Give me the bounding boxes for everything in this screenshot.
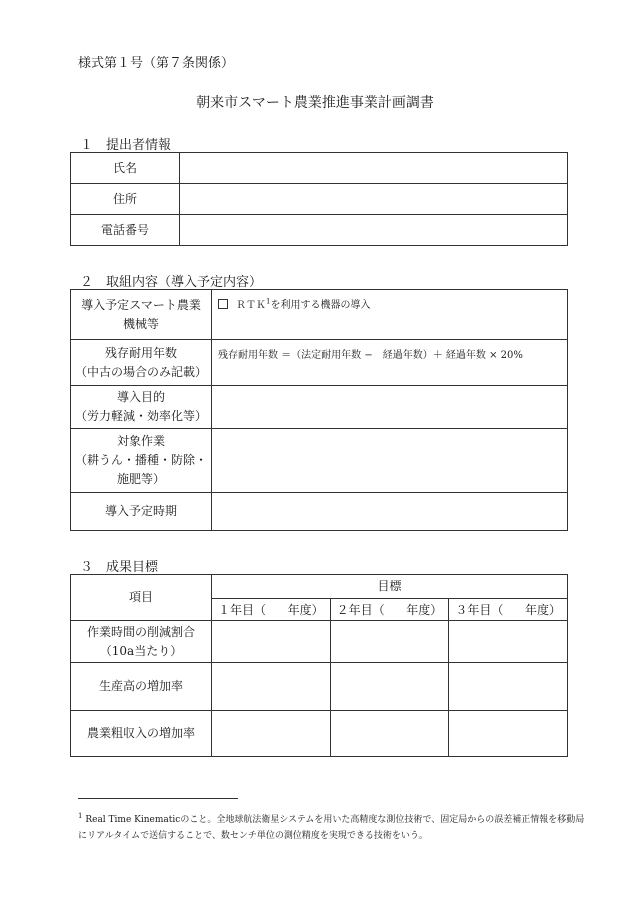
goal-cell[interactable] [449,621,568,663]
row1-line2: （10a当たり） [99,643,183,658]
remaining-label-line2: （中古の場合のみ記載） [74,364,207,379]
row1-line1: 作業時間の削減割合 [86,624,195,639]
address-label: 住所 [71,184,180,215]
name-label: 氏名 [71,153,180,184]
table-row [71,663,568,711]
goals-table [70,574,568,757]
section3-heading: ３ 成果目標 [80,560,159,575]
goal-cell[interactable] [212,711,331,757]
form-number: 様式第１号（第７条関係） [78,56,235,71]
table-row [71,429,568,493]
machine-label-line2: 機械等 [122,316,159,331]
applicant-info-table [70,152,568,246]
machine-value-text: ＲＴＫ [236,300,266,311]
table-row [71,153,568,184]
footnote-divider [78,798,238,799]
machine-label-line1: 導入予定スマート農業 [81,297,201,312]
year2-suffix: 年度） [406,603,443,617]
work-time-reduction-label [71,621,212,663]
document-title: 朝来市スマート農業推進事業計画調書 [196,95,434,111]
remaining-life-label [71,340,212,386]
target-header: 目標 [212,575,568,599]
goal-cell[interactable] [330,711,449,757]
machine-label [71,290,212,340]
footnote-mark: 1 [78,812,83,820]
year2-header [330,599,449,621]
target-work-field[interactable] [212,429,568,493]
year1-label: １年目（ [218,603,267,617]
machine-field[interactable] [212,290,568,340]
table-row [71,575,568,599]
remaining-life-formula[interactable]: 残存耐用年数 ＝（法定耐用年数 − 経過年数）＋ 経過年数 × 20% [212,340,568,386]
table-row [71,290,568,340]
goal-cell[interactable] [212,663,331,711]
goal-cell[interactable] [330,621,449,663]
section1-heading: １ 提出者情報 [80,138,172,153]
year3-suffix: 年度） [524,603,561,617]
work-label-line3: 施肥等） [116,472,165,486]
production-increase-label: 生産高の増加率 [71,663,212,711]
year3-header [449,599,568,621]
timing-field[interactable] [212,493,568,531]
footnote [78,808,588,844]
work-label-line1: 対象作業 [116,434,165,448]
machine-value-suffix: を利用する機器の導入 [270,300,371,311]
table-row [71,340,568,386]
purpose-label [71,386,212,429]
item-header: 項目 [71,575,212,621]
purpose-label-line1: 導入目的 [116,390,165,404]
goal-cell[interactable] [449,711,568,757]
phone-field[interactable] [180,215,568,246]
purpose-field[interactable] [212,386,568,429]
remaining-label-line1: 残存耐用年数 [104,345,177,360]
table-row [71,493,568,531]
year2-label: ２年目（ [336,603,385,617]
name-field[interactable] [180,153,568,184]
address-field[interactable] [180,184,568,215]
income-increase-label: 農業粗収入の増加率 [71,711,212,757]
footnote-text: Real Time Kinematicのこと。全地球航法衛星システムを用いた高精度な測位技術で、固定局からの誤差補正情報を移動局にリアルタイムで送信することで、数センチ単位の測位精度を実現できる技術をいう。 [78,815,585,841]
goal-cell[interactable] [212,621,331,663]
table-row [71,621,568,663]
table-row [71,215,568,246]
phone-label: 電話番号 [71,215,180,246]
year1-suffix: 年度） [287,603,324,617]
footnote-ref: 1 [266,297,271,306]
table-row [71,711,568,757]
checkbox[interactable] [218,299,228,309]
goal-cell[interactable] [330,663,449,711]
target-work-label [71,429,212,493]
purpose-label-line2: （労力軽減・効率化等） [74,409,207,423]
table-row [71,386,568,429]
table-row [71,184,568,215]
initiative-table [70,289,568,531]
work-label-line2: （耕うん・播種・防除・ [74,453,207,467]
year1-header [212,599,331,621]
year3-label: ３年目（ [455,603,504,617]
section2-heading: ２ 取組内容（導入予定内容） [80,275,263,290]
goal-cell[interactable] [449,663,568,711]
timing-label: 導入予定時期 [71,493,212,531]
